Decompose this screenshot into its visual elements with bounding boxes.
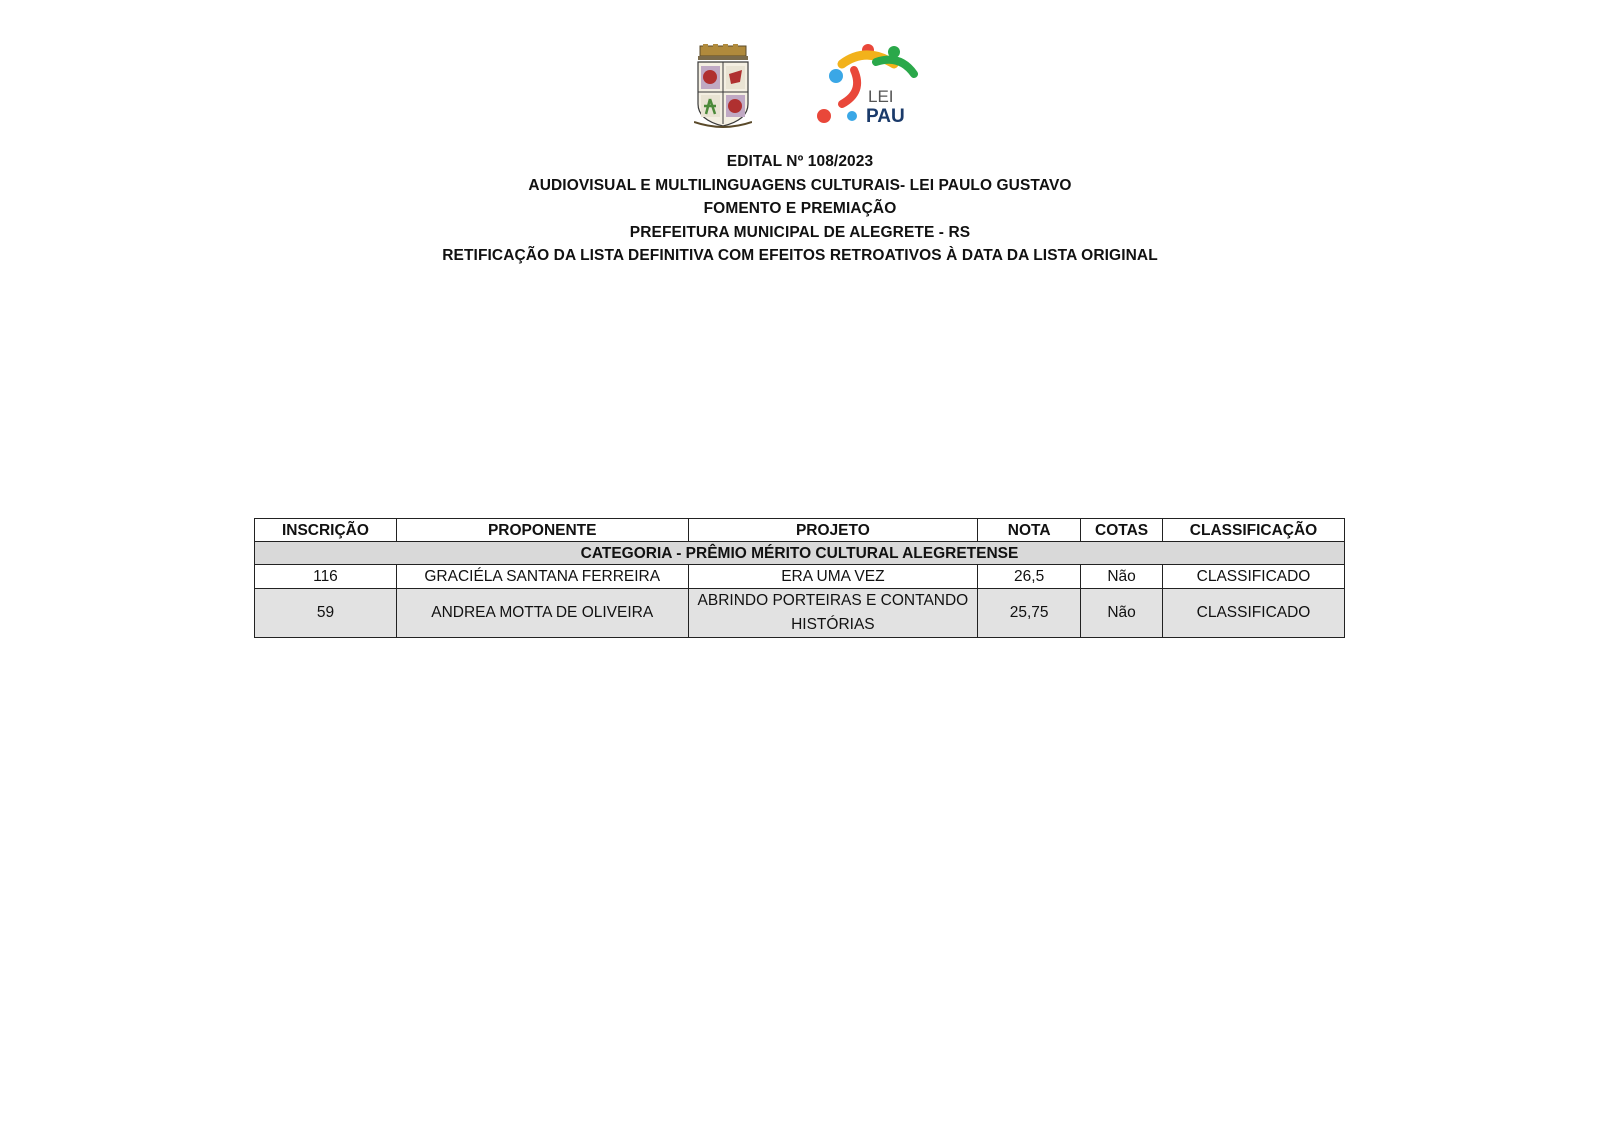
lei-paulo-gustavo-logo: [814, 42, 920, 128]
cell-projeto: ERA UMA VEZ: [688, 565, 978, 589]
column-header-classificacao: CLASSIFICAÇÃO: [1163, 519, 1345, 542]
results-table: [254, 518, 1345, 638]
edital-modality: FOMENTO E PREMIAÇÃO: [703, 200, 897, 217]
cell-inscricao: 59: [255, 589, 397, 638]
table-header-row: [255, 519, 1345, 542]
edital-subject: AUDIOVISUAL E MULTILINGUAGENS CULTURAIS- LEI PAULO GUSTAVO: [528, 176, 1072, 194]
cell-classificacao: CLASSIFICADO: [1163, 565, 1345, 589]
column-header-nota: NOTA: [978, 519, 1081, 542]
table-row: [255, 565, 1345, 589]
cell-inscricao: 116: [255, 565, 397, 589]
issuing-authority: PREFEITURA MUNICIPAL DE ALEGRETE - RS: [629, 223, 971, 241]
logo-lei-text: LEI: [868, 87, 894, 106]
column-header-proponente: PROPONENTE: [396, 519, 688, 542]
cell-proponente: ANDREA MOTTA DE OLIVEIRA: [396, 589, 688, 638]
cell-nota: 26,5: [978, 565, 1081, 589]
logo-bar: [0, 42, 1600, 132]
column-header-inscricao: INSCRIÇÃO: [255, 519, 397, 542]
cell-cotas: Não: [1081, 565, 1163, 589]
cell-classificacao: CLASSIFICADO: [1163, 589, 1345, 638]
document-purpose: RETIFICAÇÃO DA LISTA DEFINITIVA COM EFEITOS RETROATIVOS À DATA DA LISTA ORIGINAL: [442, 247, 1158, 264]
column-header-projeto: PROJETO: [688, 519, 978, 542]
document-heading: [0, 150, 1600, 268]
coat-of-arms-logo: [694, 44, 752, 128]
table-row: [255, 589, 1345, 638]
edital-number: EDITAL Nº 108/2023: [726, 153, 874, 170]
cell-projeto: ABRINDO PORTEIRAS E CONTANDO HISTÓRIAS: [688, 589, 978, 638]
category-label: CATEGORIA - PRÊMIO MÉRITO CULTURAL ALEGRETENSE: [255, 542, 1345, 565]
cell-cotas: Não: [1081, 589, 1163, 638]
column-header-cotas: COTAS: [1081, 519, 1163, 542]
cell-nota: 25,75: [978, 589, 1081, 638]
category-row: [255, 542, 1345, 565]
logo-pau-text: PAU: [866, 106, 905, 127]
cell-proponente: GRACIÉLA SANTANA FERREIRA: [396, 565, 688, 589]
